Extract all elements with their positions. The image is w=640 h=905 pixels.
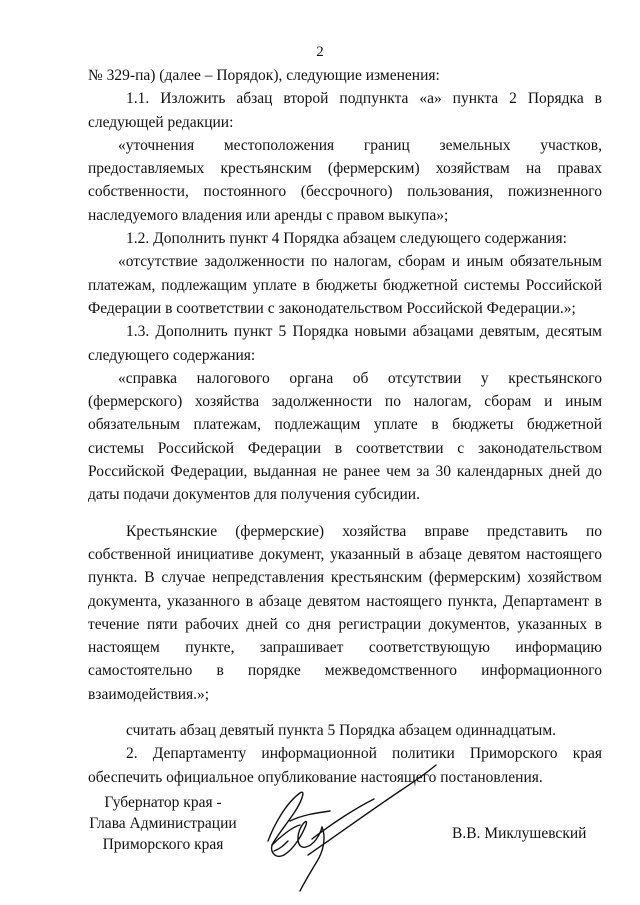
signatory-title [88,792,238,855]
paragraph-2: 2. Департаменту информационной политики Приморского края обеспечить официальное опубликование настоящего постановления. [88,745,602,786]
paragraph-1-3-quote-continued: Крестьянские (фермерские) хозяйства вправе представить по собственной инициативе документ, указанный в абзаце девятом настоящего пункта. В случае непредставления крестьянским (фермерским) хозяйством документа, указанного в абзаце девятом настоящего пункта, Департамент в течение пяти рабочих дней со дня регистрации документов, указанных в настоящем пункте, запрашивает соответствующую информацию самостоятельно в порядке межведомственного информационного взаимодействия.»; [88,522,602,703]
signatory-title-line: Губернатор края - [104,794,222,811]
paragraph-intro: № 329-па) (далее – Порядок), следующие изменения: [88,67,440,84]
paragraph-1-3-quote: «справка налогового органа об отсутствии у крестьянского (фермерского) хозяйства задолженности по налогам, сборам и иным обязательным платежам, подлежащим уплате в бюджеты бюджетной системы Российской Федерации в соответствии с законодательством Российской Федерации, выданная не ранее чем за 30 календарных дней до даты подачи документов для получения субсидии. [88,369,602,504]
paragraph-1-1: 1.1. Изложить абзац второй подпункта «а» пункта 2 Порядка в следующей редакции: [88,90,602,131]
document-body [88,64,602,789]
paragraph-1-2-quote: «отсутствие задолженности по налогам, сборам и иным обязательным платежам, подлежащим уплате в бюджеты бюджетной системы Российской Федерации в соответствии с законодательством Российской Федерации.»; [88,253,602,317]
signatory-name: В.В. Миклушевский [452,825,587,842]
paragraph-renumber: считать абзац девятый пункта 5 Порядка абзацем одиннадцатым. [126,722,557,740]
paragraph-1-3: 1.3. Дополнить пункт 5 Порядка новыми абзацами девятым, десятым следующего содержания: [88,323,602,364]
page-number: 2 [316,44,324,60]
paragraph-1-2: 1.2. Дополнить пункт 4 Порядка абзацем следующего содержания: [126,230,567,248]
handwritten-signature [250,755,450,895]
paragraph-1-1-quote: «уточнения местоположения границ земельных участков, предоставляемых крестьянским (фермерским) хозяйствам на правах собственности, постоянного (бессрочного) пользования, пожизненного наследуемого владения или аренды с правом выкупа»; [88,136,602,224]
signatory-title-line: Приморского края [102,836,224,853]
signatory-title-line: Глава Администрации [89,815,237,832]
